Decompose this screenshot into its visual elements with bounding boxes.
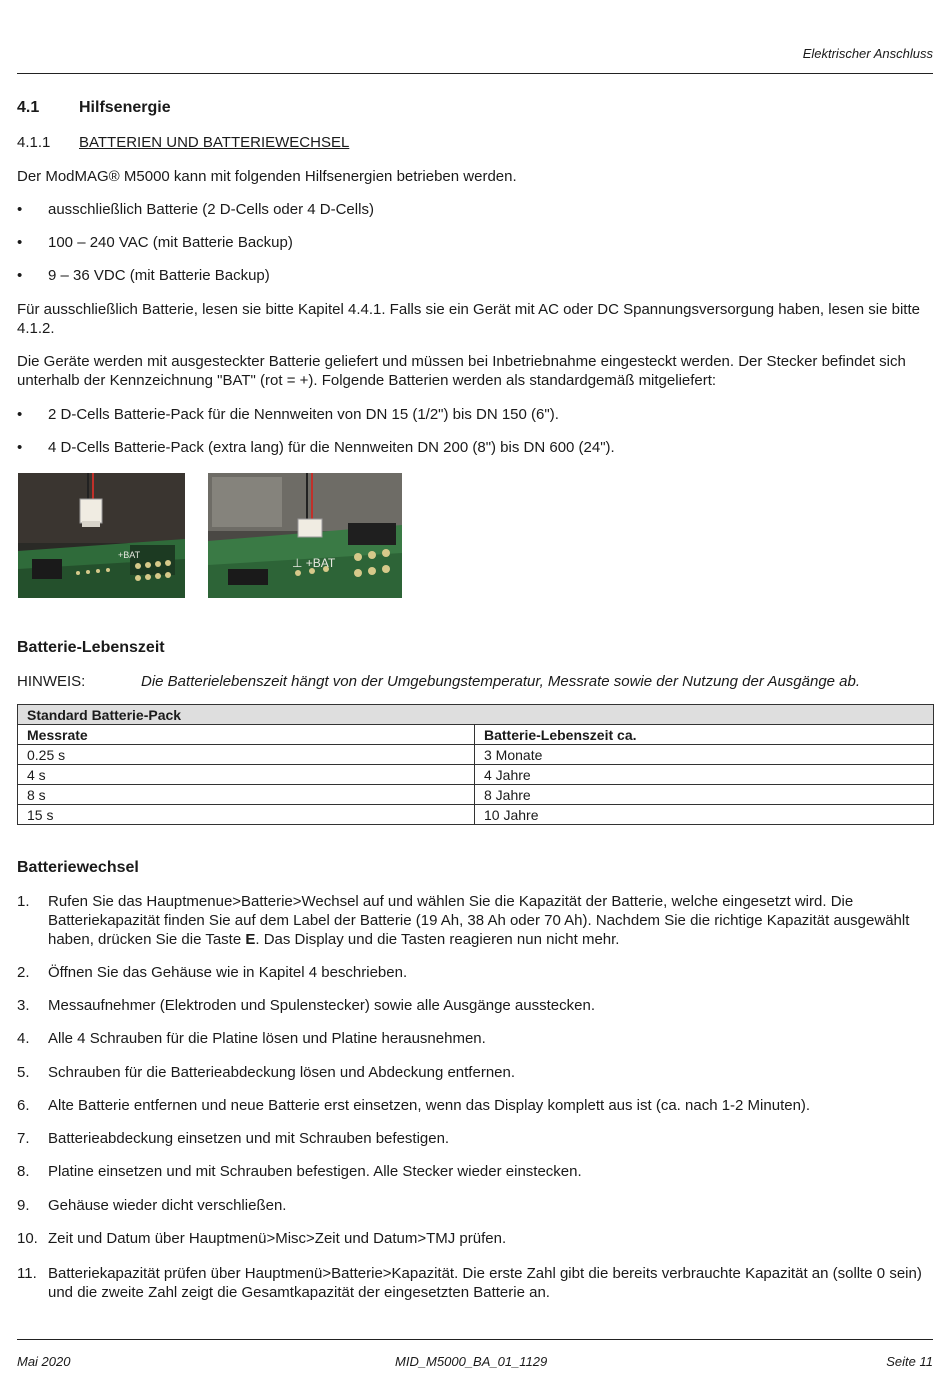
column-header-measure-rate: Messrate: [18, 725, 475, 745]
section-number: 4.1: [17, 99, 40, 116]
table-row: 4 s 4 Jahre: [18, 765, 934, 785]
paragraph-chapter-reference: Für ausschließlich Batterie, lesen sie bitte Kapitel 4.4.1. Falls sie ein Gerät mit AC oder DC Spannungsversorgung haben, lesen sie bitte 4.1.2.: [17, 301, 920, 337]
plus-bat-marking: +BAT: [118, 550, 141, 560]
list-item: 6. Alte Batterie entfernen und neue Batterie erst einsetzen, wenn das Display komplett aus ist (ca. nach 1-2 Minuten).: [17, 1097, 811, 1114]
header-section-title: Elektrischer Anschluss: [802, 46, 933, 61]
subsection-heading: [17, 133, 349, 152]
table-caption: Standard Batterie-Pack: [18, 705, 934, 725]
note-text: Die Batterielebenszeit hängt von der Umgebungstemperatur, Messrate sowie der Nutzung der Ausgänge ab.: [141, 673, 861, 690]
list-item: 4. Alle 4 Schrauben für die Platine lösen und Platine herausnehmen.: [17, 1030, 486, 1047]
paragraph-delivery-note: Die Geräte werden mit ausgesteckter Batterie geliefert und müssen bei Inbetriebnahme eingesteckt werden. Der Stecker befindet sich unterhalb der Kennzeichnung "BAT" (rot = +). Folgende Batterien werden als standardgemäß mitgeliefert:: [17, 353, 906, 389]
list-item: 3. Messaufnehmer (Elektroden und Spulenstecker) sowie alle Ausgänge ausstecken.: [17, 997, 595, 1014]
section-title: Hilfsenergie: [79, 99, 171, 116]
table-row: 8 s 8 Jahre: [18, 785, 934, 805]
table-row: 0.25 s 3 Monate: [18, 745, 934, 765]
plus-bat-marking: ⊥ +BAT: [292, 556, 336, 570]
battery-replacement-heading: Batteriewechsel: [17, 859, 139, 876]
section-heading: [17, 98, 171, 117]
intro-text: Der ModMAG® M5000 kann mit folgenden Hilfsenergien betrieben werden.: [17, 168, 517, 185]
list-item: 9. Gehäuse wieder dicht verschließen.: [17, 1197, 287, 1214]
footer-page-number: Seite 11: [886, 1354, 933, 1369]
list-item: 2. Öffnen Sie das Gehäuse wie in Kapitel 4 beschrieben.: [17, 964, 408, 981]
list-item: 5. Schrauben für die Batterieabdeckung lösen und Abdeckung entfernen.: [17, 1064, 516, 1081]
footer-date: Mai 2020: [17, 1354, 71, 1369]
list-item: 1. Rufen Sie das Hauptmenue>Batterie>Wechsel auf und wählen Sie die Kapazität der Batterie, welche eingesetzt wird. Die Batteriekapazität finden Sie auf dem Label der Batterie (19 Ah, 38 Ah oder 70 Ah). Nachdem Sie die richtige Kapazität ausgewählt haben, drücken Sie die Taste E. Das Display und die Tasten reagieren nun nicht mehr.: [17, 893, 910, 948]
page-footer: [17, 1339, 933, 1370]
battery-lifetime-heading: Batterie-Lebenszeit: [17, 639, 165, 656]
page-header: [17, 40, 933, 74]
list-item: 8. Platine einsetzen und mit Schrauben befestigen. Alle Stecker wieder einstecken.: [17, 1163, 582, 1180]
list-item: 10. Zeit und Datum über Hauptmenü>Misc>Zeit und Datum>TMJ prüfen.: [17, 1230, 507, 1247]
table-row: 15 s 10 Jahre: [18, 805, 934, 825]
footer-document-id: MID_M5000_BA_01_1129: [395, 1354, 548, 1369]
list-item: 7. Batterieabdeckung einsetzen und mit Schrauben befestigen.: [17, 1130, 450, 1147]
note-label: HINWEIS:: [17, 673, 86, 690]
subsection-number: 4.1.1: [17, 134, 51, 151]
note-line: [17, 672, 929, 691]
battery-connector-photo-small: [18, 473, 185, 598]
list-item: 11. Batteriekapazität prüfen über Hauptmenü>Batterie>Kapazität. Die erste Zahl gibt die bereits verbrauchte Kapazität an (sollte 0 sein) und die zweite Zahl zeigt die Gesamtkapazität der eingesetzten Batterie an.: [17, 1265, 922, 1301]
battery-connector-photo-large: [208, 473, 402, 598]
subsection-title: BATTERIEN UND BATTERIEWECHSEL: [79, 134, 350, 151]
battery-lifetime-table: [17, 704, 934, 825]
column-header-lifetime: Batterie-Lebenszeit ca.: [475, 725, 934, 745]
